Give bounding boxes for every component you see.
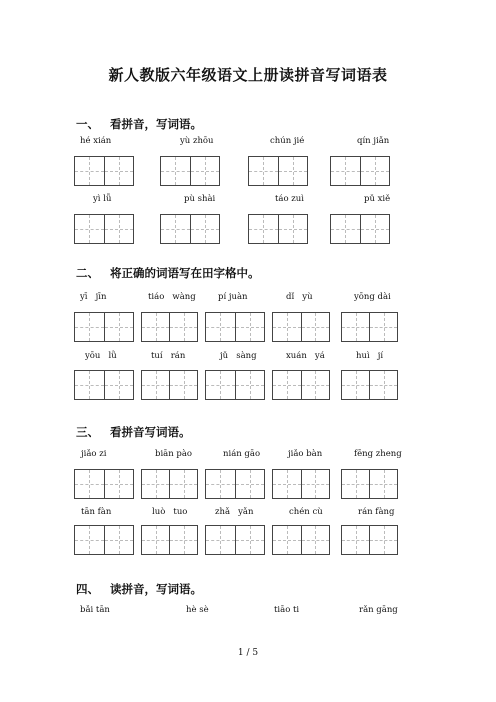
section-4-number: 四、 [76,582,99,596]
pinyin: fēng zheng [354,449,402,459]
pinyin: rǎn gāng [359,605,398,615]
pinyin: yī jīn [80,292,107,302]
page-title: 新人教版六年级语文上册读拼音写词语表 [108,66,388,84]
pinyin: bǎi tān [80,605,110,615]
page-indicator: 1 / 5 [237,648,259,658]
pinyin: rán fàng [358,507,395,517]
writing-grid[interactable] [74,469,134,499]
pinyin: táo zuì [275,194,304,204]
section-2-instruction: 将正确的词语写在田字格中。 [110,266,260,280]
writing-grid[interactable] [160,156,220,186]
writing-grid[interactable] [341,312,398,342]
pinyin: hè sè [186,605,209,615]
pinyin: pù shài [184,194,216,204]
writing-grid[interactable] [141,370,198,400]
pinyin: jiǎo zi [81,449,107,459]
section-4-heading [76,581,202,597]
pinyin: tiáo wàng [148,292,196,302]
section-3-number: 三、 [76,425,99,439]
writing-grid[interactable] [205,525,265,555]
writing-grid[interactable] [141,312,198,342]
pinyin: tuí rán [151,351,186,361]
pinyin: huì jí [356,351,384,361]
writing-grid[interactable] [341,525,398,555]
pinyin: tān fàn [81,507,112,517]
pinyin: yōu lǜ [85,351,117,361]
section-4-instruction: 读拼音，写词语。 [110,582,202,596]
pinyin: pǔ xiě [364,194,391,204]
section-3-heading [76,424,191,440]
writing-grid[interactable] [272,525,330,555]
writing-grid[interactable] [74,370,134,400]
writing-grid[interactable] [248,156,308,186]
pinyin: hé xián [80,136,112,146]
section-2-number: 二、 [76,266,99,280]
writing-grid[interactable] [74,214,134,244]
section-1-instruction: 看拼音，写词语。 [110,117,202,131]
writing-grid[interactable] [160,214,220,244]
writing-grid[interactable] [141,525,198,555]
pinyin: qín jiǎn [357,136,390,146]
pinyin: biān pào [155,449,193,459]
pinyin: jiǎo bàn [288,449,323,459]
pinyin: chún jié [270,136,305,146]
writing-grid[interactable] [341,370,398,400]
pinyin: jǔ sàng [220,351,257,361]
writing-grid[interactable] [272,370,330,400]
section-2-heading [76,265,260,281]
writing-grid[interactable] [330,156,390,186]
writing-grid[interactable] [272,469,330,499]
writing-grid[interactable] [248,214,308,244]
section-3-instruction: 看拼音写词语。 [110,425,191,439]
pinyin: nián gāo [223,449,261,459]
pinyin: pí juàn [218,292,248,302]
pinyin: tiāo ti [274,605,300,615]
writing-grid[interactable] [330,214,390,244]
writing-grid[interactable] [74,312,134,342]
writing-grid[interactable] [341,469,398,499]
pinyin: dǐ yù [286,292,313,302]
pinyin: zhǎ yǎn [215,507,254,517]
writing-grid[interactable] [205,469,265,499]
writing-grid[interactable] [205,312,265,342]
writing-grid[interactable] [141,469,198,499]
pinyin: chén cù [289,507,323,517]
writing-grid[interactable] [205,370,265,400]
writing-grid[interactable] [272,312,330,342]
pinyin: yì lǚ [93,194,112,204]
section-1-number: 一、 [76,117,99,131]
pinyin: yōng dài [354,292,391,302]
pinyin: luò tuo [152,507,188,517]
section-1-heading [76,116,202,132]
writing-grid[interactable] [74,156,134,186]
writing-grid[interactable] [74,525,134,555]
pinyin: yù zhōu [180,136,214,146]
pinyin: xuán yá [286,351,325,361]
